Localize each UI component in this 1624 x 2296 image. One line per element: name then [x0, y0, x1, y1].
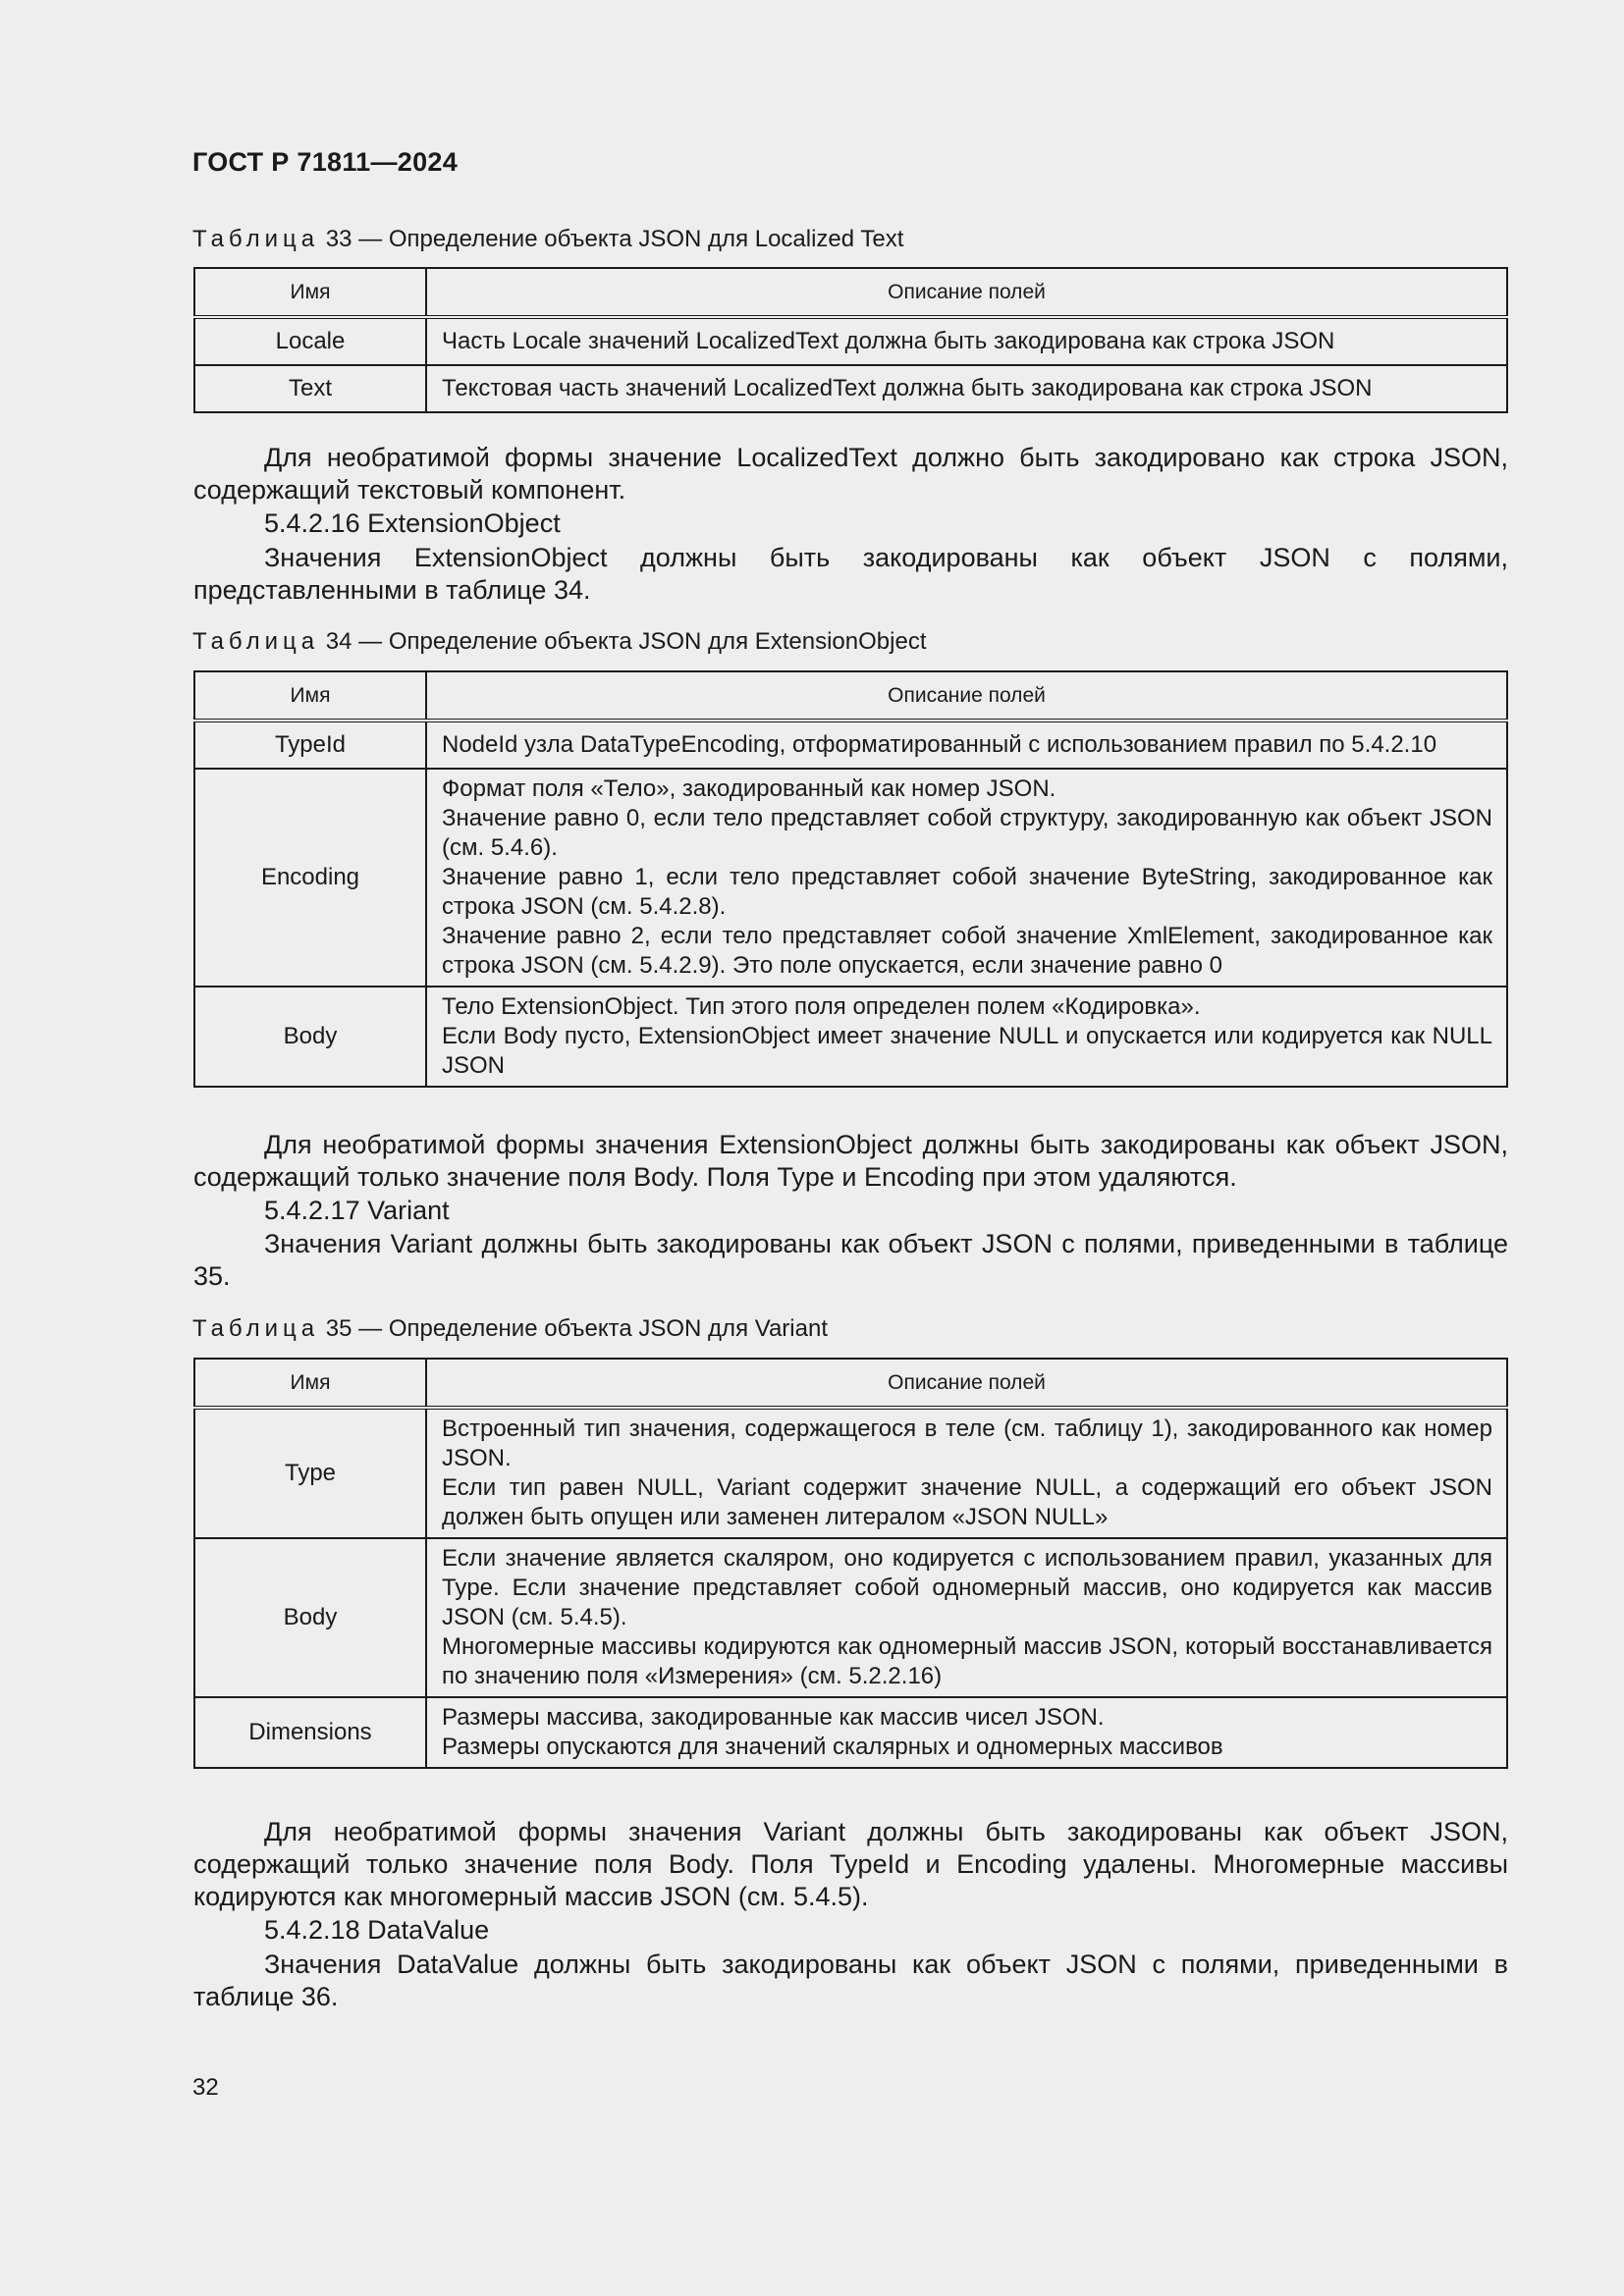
description-line: NodeId узла DataTypeEncoding, отформатированный с использованием правил по 5.4.2.10	[442, 731, 1437, 758]
description-line: Часть Locale значений LocalizedText должна быть закодирована как строка JSON	[442, 328, 1335, 354]
table34-caption-label: Таблица	[192, 628, 320, 655]
description-line: Многомерные массивы кодируются как одномерный массив JSON, который восстанавливается по значению поля «Измерения» (см. 5.2.2.16)	[442, 1633, 1492, 1689]
table-33	[193, 267, 1508, 413]
field-description-cell	[426, 1538, 1507, 1697]
table35-caption-text: 35 — Определение объекта JSON для Variant	[325, 1315, 828, 1342]
table33-caption-text: 33 — Определение объекта JSON для Localized Text	[325, 226, 904, 252]
page-number: 32	[192, 2074, 219, 2101]
field-name-cell: Body	[194, 987, 426, 1087]
table-row	[194, 1538, 1507, 1697]
field-description-cell	[426, 1408, 1507, 1538]
table34-caption-text: 34 — Определение объекта JSON для ExtensionObject	[325, 628, 927, 655]
table-row	[194, 987, 1507, 1087]
column-header-name: Имя	[194, 671, 426, 721]
field-name-cell: Type	[194, 1408, 426, 1538]
table-row	[194, 769, 1507, 987]
field-description-cell	[426, 987, 1507, 1087]
field-description-cell	[426, 365, 1507, 412]
table-35	[193, 1358, 1508, 1769]
description-line: Значение равно 2, если тело представляет собой значение XmlElement, закодированное как строка JSON (см. 5.4.2.9). Это поле опускается, если значение равно 0	[442, 923, 1492, 979]
description-line: Размеры массива, закодированные как массив чисел JSON.	[442, 1704, 1105, 1731]
table35-caption	[192, 1315, 828, 1343]
field-description-cell	[426, 1697, 1507, 1768]
column-header-description: Описание полей	[426, 671, 1507, 721]
column-header-description: Описание полей	[426, 268, 1507, 317]
description-line: Если значение является скаляром, оно кодируется с использованием правил, указанных для Type. Если значение представляет собой одномерный массив, оно кодируется как массив JSON (см. 5.4.5).	[442, 1545, 1492, 1630]
field-name-cell: TypeId	[194, 721, 426, 769]
field-name-cell: Encoding	[194, 769, 426, 987]
field-name-cell: Text	[194, 365, 426, 412]
description-line: Размеры опускаются для значений скалярных и одномерных массивов	[442, 1734, 1223, 1760]
section-5-4-2-16: 5.4.2.16 ExtensionObject	[264, 508, 561, 538]
field-name-cell: Dimensions	[194, 1697, 426, 1768]
paragraph-4: Значения Variant должны быть закодированы как объект JSON с полями, приведенными в таблице 35.	[193, 1229, 1508, 1291]
table-row	[194, 1697, 1507, 1768]
table-row	[194, 317, 1507, 365]
paragraph-1: Для необратимой формы значение LocalizedText должно быть закодировано как строка JSON, содержащий текстовый компонент.	[193, 443, 1508, 505]
paragraph-2: Значения ExtensionObject должны быть закодированы как объект JSON с полями, представленными в таблице 34.	[193, 543, 1508, 605]
field-description-cell	[426, 721, 1507, 769]
field-name-cell: Body	[194, 1538, 426, 1697]
table-header-row	[194, 671, 1507, 721]
description-line: Встроенный тип значения, содержащегося в теле (см. таблицу 1), закодированного как номер JSON.	[442, 1415, 1492, 1471]
column-header-description: Описание полей	[426, 1359, 1507, 1408]
field-description-cell	[426, 769, 1507, 987]
table34-caption	[192, 628, 927, 656]
table-row	[194, 1408, 1507, 1538]
table-header-row	[194, 1359, 1507, 1408]
table35-caption-label: Таблица	[192, 1315, 320, 1342]
section-5-4-2-18: 5.4.2.18 DataValue	[264, 1915, 490, 1945]
description-line: Если тип равен NULL, Variant содержит значение NULL, а содержащий его объект JSON должен быть опущен или заменен литералом «JSON NULL»	[442, 1474, 1492, 1530]
paragraph-5: Для необратимой формы значения Variant должны быть закодированы как объект JSON, содержащий только значение поля Body. Поля TypeId и Encoding удалены. Многомерные массивы кодируются как многомерный массив JSON (см. 5.4.5).	[193, 1817, 1508, 1911]
field-description-cell	[426, 317, 1507, 365]
description-line: Значение равно 1, если тело представляет собой значение ByteString, закодированное как строка JSON (см. 5.4.2.8).	[442, 864, 1492, 920]
table-header-row	[194, 268, 1507, 317]
table-row	[194, 721, 1507, 769]
description-line: Если Body пусто, ExtensionObject имеет значение NULL и опускается или кодируется как NULL JSON	[442, 1023, 1492, 1079]
table33-caption	[192, 226, 903, 253]
description-line: Текстовая часть значений LocalizedText должна быть закодирована как строка JSON	[442, 375, 1373, 401]
section-5-4-2-17: 5.4.2.17 Variant	[264, 1196, 450, 1225]
table-34	[193, 670, 1508, 1088]
table-row	[194, 365, 1507, 412]
description-line: Формат поля «Тело», закодированный как номер JSON.	[442, 775, 1056, 802]
description-line: Тело ExtensionObject. Тип этого поля определен полем «Кодировка».	[442, 993, 1201, 1020]
document-header: ГОСТ Р 71811—2024	[192, 147, 459, 177]
column-header-name: Имя	[194, 1359, 426, 1408]
table33-caption-label: Таблица	[192, 226, 320, 252]
field-name-cell: Locale	[194, 317, 426, 365]
column-header-name: Имя	[194, 268, 426, 317]
description-line: Значение равно 0, если тело представляет собой структуру, закодированную как объект JSON (см. 5.4.6).	[442, 805, 1492, 861]
paragraph-6: Значения DataValue должны быть закодированы как объект JSON с полями, приведенными в таблице 36.	[193, 1949, 1508, 2011]
paragraph-3: Для необратимой формы значения ExtensionObject должны быть закодированы как объект JSON, содержащий только значение поля Body. Поля Type и Encoding при этом удаляются.	[193, 1130, 1508, 1192]
